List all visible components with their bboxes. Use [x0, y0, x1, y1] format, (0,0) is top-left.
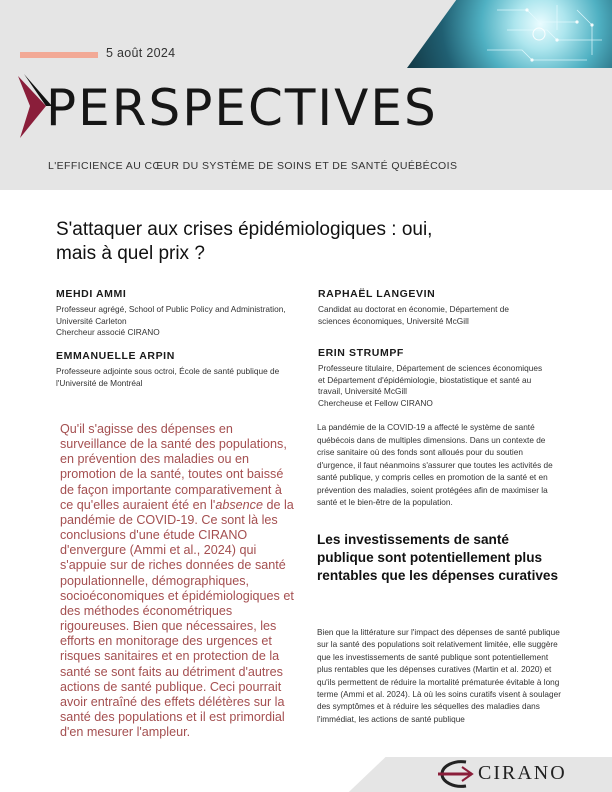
header-corner-image	[407, 0, 612, 68]
publication-date: 5 août 2024	[106, 46, 176, 60]
author-name: EMMANUELLE ARPIN	[56, 350, 175, 362]
author-block	[318, 288, 528, 327]
section-heading: Les investissements de santé publique sont potentiellement plus rentables que les dépenses curatives	[317, 532, 559, 583]
author-name: ERIN STRUMPF	[318, 347, 404, 359]
body-paragraph: La pandémie de la COVID-19 a affecté le système de santé québécois dans de multiples dimensions. Dans un contexte de crise sanitaire où des fonds sont alloués pour du soutien d'urgence, il faut néanmoins s'assurer que toutes les activités de santé publique, y compris celles en promotion de la santé et en prévention des maladies, soient protégées afin de maximiser la santé et le bien-être de la population.	[317, 423, 553, 507]
publication-subtitle: L'EFFICIENCE AU CŒUR DU SYSTÈME DE SOINS ET DE SANTÉ QUÉBÉCOIS	[48, 160, 458, 172]
header-banner	[0, 0, 612, 190]
lede-text: de la pandémie de COVID-19. Ce sont là les conclusions d'une étude CIRANO d'envergure (Ammi et al., 2024) qui s'appuie sur de riches données de santé populationnelle, démographiques, socioéconomiques et épidémiologiques et des méthodes économétriques rigoureuses. Bien que nécessaires, les efforts en monitorage des urgences et risques sanitaires et en protection de la santé se sont faits au détriment d'autres actions de santé publique. Ceci pourrait avoir entraîné des effets délétères sur la santé des populations et il est primordial d'en mesurer l'ampleur.	[60, 497, 294, 740]
author-affiliation: Professeur agrégé, School of Public Policy and Administration, Université Carleton Chercheur associé CIRANO	[56, 304, 286, 337]
date-accent-bar	[20, 52, 98, 58]
author-affiliation: Professeure adjointe sous octroi, École de santé publique de l'Université de Montréal	[56, 366, 280, 388]
author-block	[56, 288, 306, 339]
body-paragraph: Bien que la littérature sur l'impact des dépenses de santé publique sur la santé des populations soit relativement limitée, elle suggère que les investissements de santé publique sont potentiellement plus rentables que les dépenses curatives (Martin et al. 2020) et qu'ils permettent de réduire la mortalité prématurée évitable à long terme (Ammi et al. 2024). Là où les soins curatifs visent à soulager des symptômes et à réduire les séquelles des maladies dans l'immédiat, les actions de santé publique	[317, 628, 561, 724]
lede-paragraph	[60, 422, 298, 740]
publication-title: PERSPECTIVES	[46, 79, 438, 137]
author-name: MEHDI AMMI	[56, 288, 127, 300]
cirano-logo-text: CIRANO	[478, 762, 567, 784]
lede-emphasis: absence	[215, 497, 263, 512]
author-block	[56, 350, 286, 389]
author-block	[318, 347, 548, 409]
author-affiliation: Candidat au doctorat en économie, Département de sciences économiques, Université McGill	[318, 304, 509, 326]
article-title: S'attaquer aux crises épidémiologiques : oui, mais à quel prix ?	[56, 219, 433, 264]
cirano-logo-icon	[436, 758, 476, 790]
author-name: RAPHAËL LANGEVIN	[318, 288, 436, 300]
lede-text: Qu'il s'agisse des dépenses en surveillance de la santé des populations, en prévention des maladies ou en promotion de la santé, toutes ont baissé de façon importante comparativement à ce qu'elles auraient été en l'	[60, 422, 287, 512]
author-affiliation: Professeure titulaire, Département de sciences économiques et Département d'épidémiologie, biostatistique et santé au travail, Université McGill Chercheuse et Fellow CIRANO	[318, 363, 543, 408]
